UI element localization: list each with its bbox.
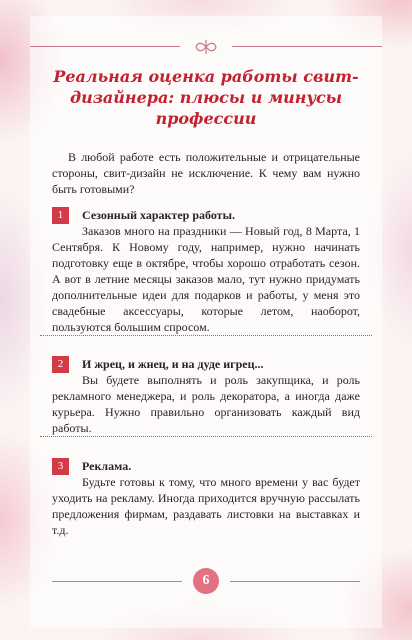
item-heading: Реклама. bbox=[82, 459, 132, 473]
list-item bbox=[52, 458, 360, 538]
footer-line-left bbox=[52, 581, 182, 582]
item-heading: И жрец, и жнец, и на дуде игрец... bbox=[82, 357, 264, 371]
ornament-line-left bbox=[30, 46, 180, 47]
item-number-badge: 1 bbox=[52, 207, 69, 224]
item-text: Вы будете выполнять и роль закупщика, и роль рекламного менеджера, и роль декоратора, а иногда даже курьера. Нужно правильно организовать каждый вид работы. bbox=[52, 373, 360, 435]
item-text: Заказов много на праздники — Новый год, 8 Марта, 1 Сентября. К Новому году, например, нужно начинать подготовку еще в октябре, чтобы хорошо отработать сезон. А вот в летние месяцы заказов мало, тут нужно придумать дополнительные идеи для подарков и работы, у меня это свадебные аксессуары, которые летом, наоборот, пользуются большим спросом. bbox=[52, 224, 360, 334]
ornament-line-right bbox=[232, 46, 382, 47]
top-ornament bbox=[30, 38, 382, 56]
list-item bbox=[52, 356, 360, 436]
page-title: Реальная оценка работы свит-дизайнера: плюсы и минусы профессии bbox=[53, 67, 359, 128]
dotted-divider bbox=[40, 335, 372, 336]
item-number-badge: 2 bbox=[52, 356, 69, 373]
item-number-badge: 3 bbox=[52, 458, 69, 475]
list-item bbox=[52, 207, 360, 335]
ornament-icon bbox=[193, 38, 219, 56]
item-heading: Сезонный характер работы. bbox=[82, 208, 235, 222]
footer-line-right bbox=[230, 581, 360, 582]
page-number-badge: 6 bbox=[193, 568, 219, 594]
intro-paragraph: В любой работе есть положительные и отрицательные стороны, свит-дизайн не исключение. К чему вам нужно быть готовыми? bbox=[52, 150, 360, 196]
item-text: Будьте готовы к тому, что много времени у вас будет уходить на рекламу. Иногда приходится вручную рассылать предложения фирмам, раздавать листовки на выставках и т.д. bbox=[52, 475, 360, 537]
dotted-divider bbox=[40, 436, 372, 437]
